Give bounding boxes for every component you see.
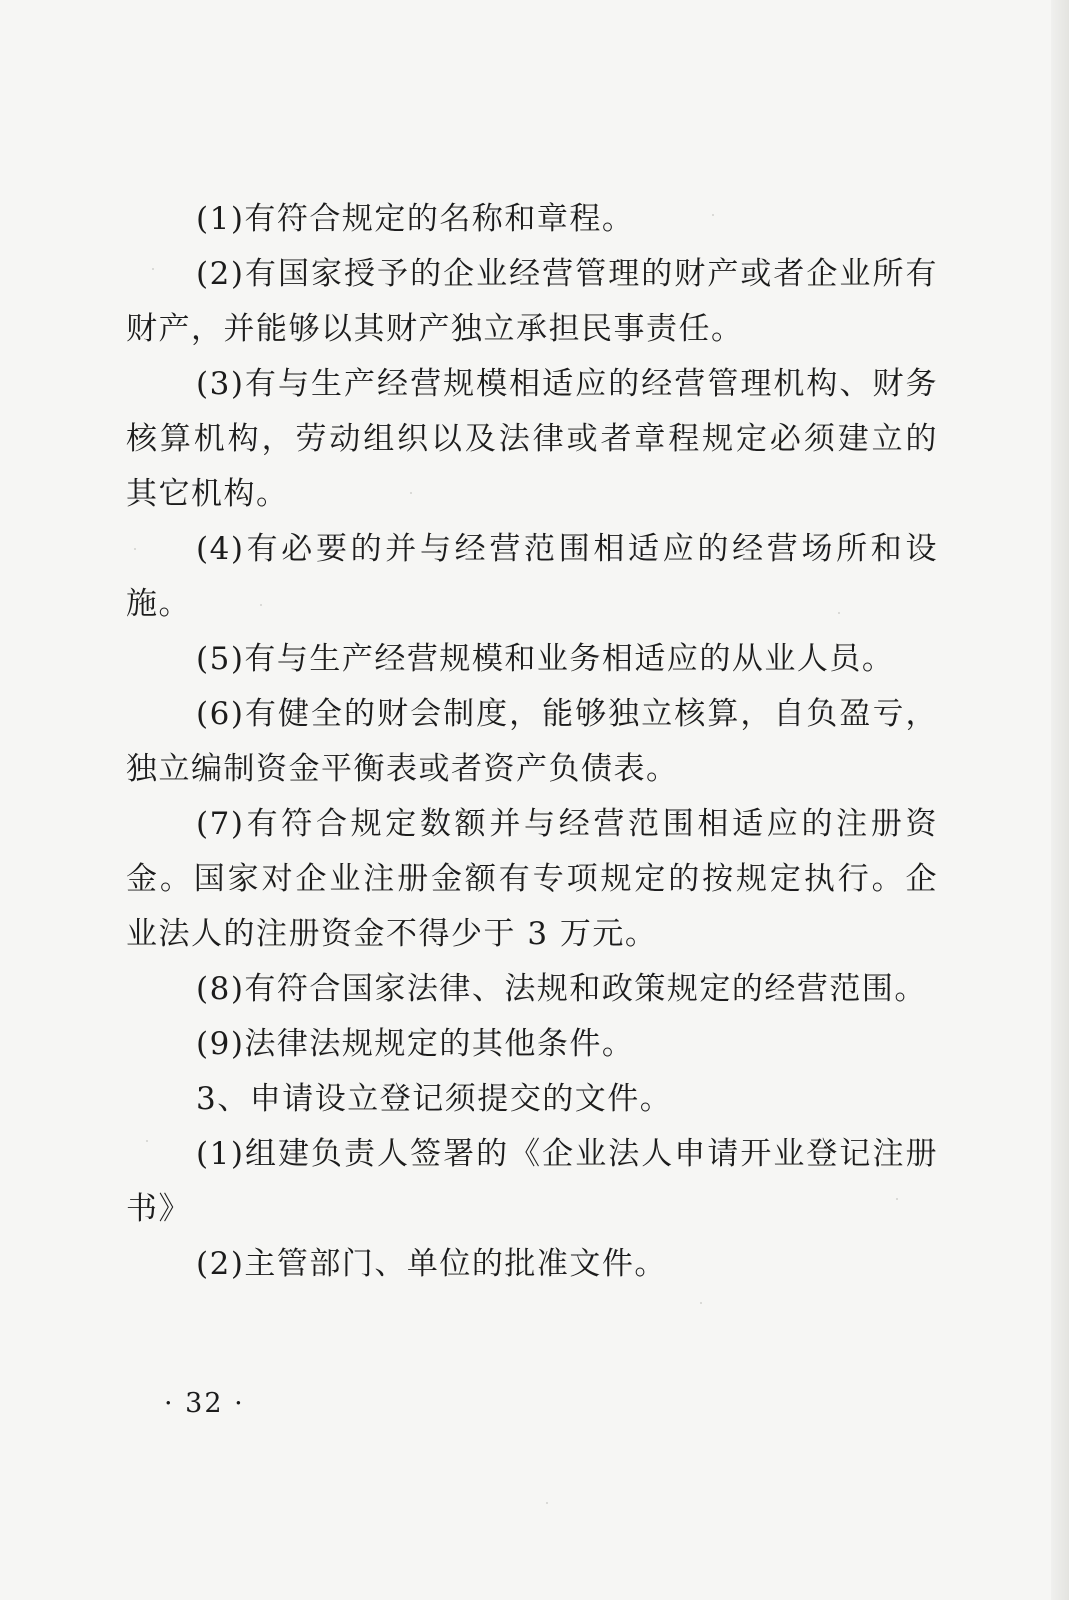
paragraph-5: (5)有与生产经营规模和业务相适应的从业人员。 [196,641,895,677]
paragraph-6: (6)有健全的财会制度，能够独立核算，自负盈亏，独立编制资金平衡表或者资产负债表。 [126,696,938,787]
paragraph-1: (1)有符合规定的名称和章程。 [196,201,635,237]
paragraph-11: (2)主管部门、单位的批准文件。 [196,1246,667,1282]
paragraph-8: (8)有符合国家法律、法规和政策规定的经营范围。 [196,971,927,1007]
page-number: · 32 · [164,1388,245,1419]
paragraph-2: (2)有国家授予的企业经营管理的财产或者企业所有财产，并能够以其财产独立承担民事责任。 [126,256,938,347]
paragraph-7: (7)有符合规定数额并与经营范围相适应的注册资金。国家对企业注册金额有专项规定的按规定执行。企业法人的注册资金不得少于 3 万元。 [126,806,938,952]
page-edge-shadow [1051,0,1069,1600]
paragraph-9: (9)法律法规规定的其他条件。 [196,1026,635,1062]
scan-speckle [700,1302,702,1304]
body-text [126,192,938,1292]
scan-speckle [546,1502,548,1504]
paragraph-10: (1)组建负责人签署的《企业法人申请开业登记注册书》 [126,1136,938,1227]
section-heading: 3、申请设立登记须提交的文件。 [196,1081,673,1117]
paragraph-3: (3)有与生产经营规模相适应的经营管理机构、财务核算机构，劳动组织以及法律或者章程规定必须建立的其它机构。 [126,366,938,512]
paragraph-4: (4)有必要的并与经营范围相适应的经营场所和设施。 [126,531,938,622]
